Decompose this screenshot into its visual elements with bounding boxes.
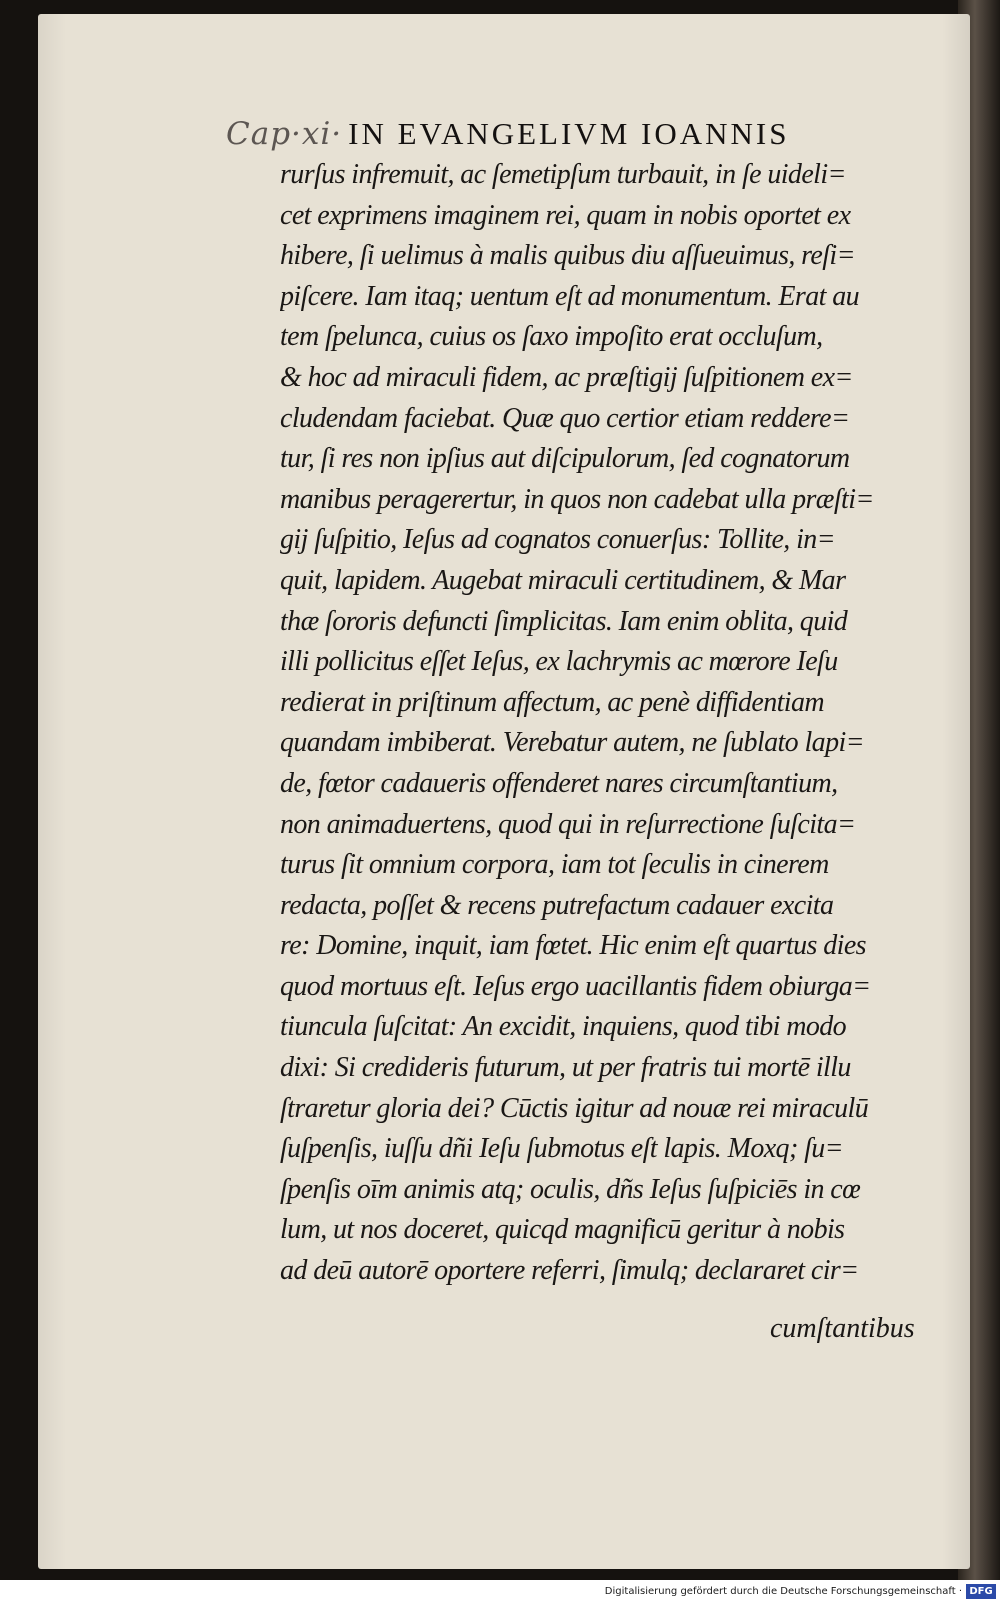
text-line: cet exprimens imaginem rei, quam in nobis oportet ex <box>280 199 851 231</box>
dfg-logo: DFG <box>966 1584 996 1599</box>
text-line: redacta, poſſet & recens putrefactum cadauer excita <box>280 889 834 921</box>
text-line: cludendam faciebat. Quæ quo certior etiam reddere= <box>280 402 850 434</box>
chapter-marginal-note: Cap·xi· <box>226 116 343 152</box>
text-line: ſuſpenſis, iuſſu dñi Ieſu ſubmotus eſt lapis. Moxq; ſu= <box>280 1133 843 1165</box>
text-line: rurſus infremuit, ac ſemetipſum turbauit, in ſe uideli= <box>280 159 846 190</box>
text-line: turus ſit omnium corpora, iam tot ſeculis in cinerem <box>280 849 829 881</box>
text-line: manibus peragerertur, in quos non cadebat ulla præſti= <box>280 483 874 515</box>
text-line: thæ ſororis defuncti ſimplicitas. Iam enim oblita, quid <box>280 605 848 637</box>
text-line: tiuncula ſuſcitat: An excidit, inquiens, quod tibi modo <box>280 1011 847 1043</box>
text-line: quod mortuus eſt. Ieſus ergo uacillantis fidem obiurga= <box>280 970 871 1002</box>
text-line: ſtraretur gloria dei? Cūctis igitur ad nouæ rei miraculū <box>280 1092 869 1124</box>
text-line: lum, ut nos doceret, quicqd magnificū geritur à nobis <box>280 1214 845 1246</box>
text-line: tem ſpelunca, cuius os ſaxo impoſito erat occluſum, <box>280 321 823 353</box>
text-line: non animaduertens, quod qui in reſurrectione ſuſcita= <box>280 808 856 840</box>
text-line: tur, ſi res non ipſius aut diſcipulorum, ſed cognatorum <box>280 443 850 475</box>
text-block <box>280 155 940 1292</box>
text-line: quandam imbiberat. Verebatur autem, ne ſublato lapi= <box>280 727 864 759</box>
text-line: dixi: Si credideris futurum, ut per fratris tui mortē illu <box>280 1052 851 1084</box>
text-line: illi pollicitus eſſet Ieſus, ex lachrymis ac mœrore Ieſu <box>280 646 838 678</box>
text-line: ad deū autorē oportere referri, ſimulq; declararet cir= <box>280 1255 859 1287</box>
text-line: re: Domine, inquit, iam fœtet. Hic enim eſt quartus dies <box>280 930 866 962</box>
text-line: de, fœtor cadaueris offenderet nares circumſtantium, <box>280 767 838 799</box>
text-line: redierat in priſtinum affectum, ac penè diffidentiam <box>280 686 825 718</box>
catchword: cumſtantibus <box>770 1313 915 1344</box>
text-line: quit, lapidem. Augebat miraculi certitudinem, & Mar <box>280 564 846 596</box>
text-line: hibere, ſi uelimus à malis quibus diu aſſueuimus, reſi= <box>280 240 855 272</box>
text-line: gij ſuſpitio, Ieſus ad cognatos conuerſus: Tollite, in= <box>280 524 835 556</box>
text-line: ſpenſis oīm animis atq; oculis, dñs Ieſus ſuſpiciēs in cœ <box>280 1173 861 1205</box>
text-line: & hoc ad miraculi fidem, ac præſtigij ſuſpitionem ex= <box>280 361 853 393</box>
text-line: piſcere. Iam itaq; uentum eſt ad monumentum. Erat au <box>280 280 859 312</box>
running-head-title: IN EVANGELIVM IOANNIS <box>348 116 790 151</box>
funding-credit: Digitalisierung gefördert durch die Deutsche Forschungsgemeinschaft · <box>604 1586 962 1597</box>
footer-bar <box>0 1580 1000 1606</box>
